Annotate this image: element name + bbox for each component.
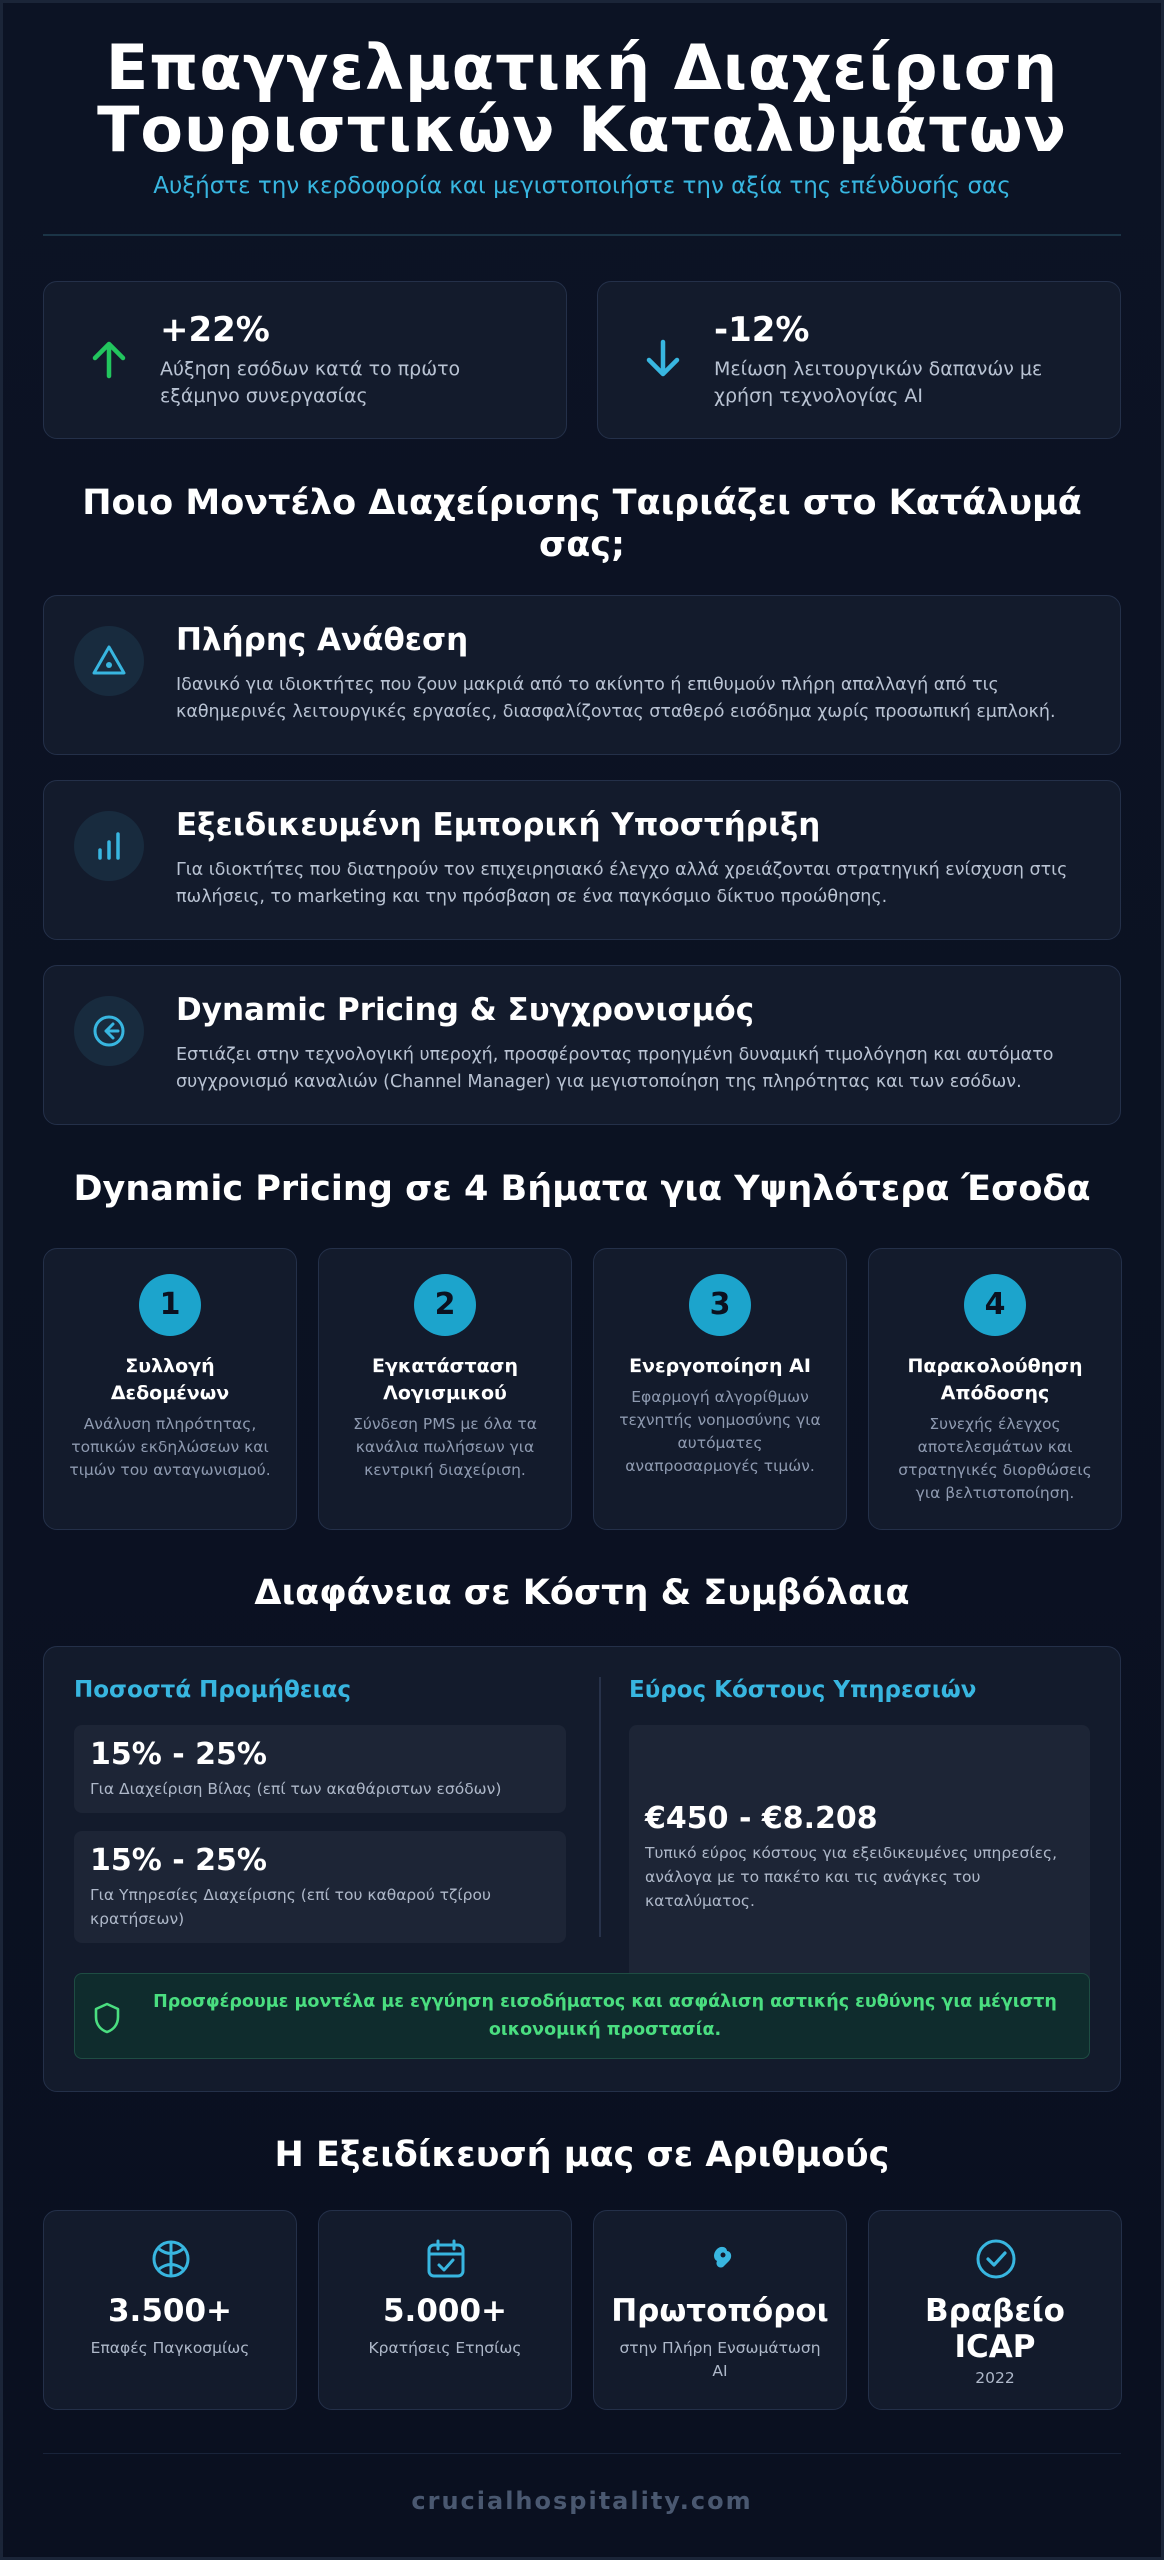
stat-card-revenue — [43, 281, 567, 439]
model-title: Dynamic Pricing & Συγχρονισμός — [176, 992, 755, 1028]
step-number: 1 — [139, 1274, 201, 1336]
number-label: Επαφές Παγκοσμίως — [90, 2339, 250, 2357]
step-desc-line: αποτελεσμάτων και — [917, 1438, 1073, 1456]
page-title-line1: Επαγγελματική Διαχείριση — [105, 31, 1059, 104]
page-subtitle: Αυξήστε την κερδοφορία και μεγιστοποιήστε την αξία της επένδυσής σας — [153, 173, 1011, 199]
step-desc-line: για βελτιστοποίηση. — [915, 1484, 1075, 1502]
service-cost-note-line: Τυπικό εύρος κόστους για εξειδικευμένες υπηρεσίες, — [645, 1844, 1058, 1862]
number-value: 3.500+ — [107, 2293, 233, 2329]
bar-chart-icon — [74, 811, 144, 881]
model-description: Εστιάζει στην τεχνολογική υπεροχή, προσφέροντας προηγμένη δυναμική τιμολόγηση και αυτόματο συγχρονισμό καναλιών (Channel Manager) για μεγιστοποίηση της πληρότητας και των εσόδων. — [176, 1045, 1054, 1092]
step-card — [318, 1248, 572, 1530]
guarantee-text — [145, 1988, 1065, 2044]
stat-description: Αύξηση εσόδων κατά το πρώτο εξάμηνο συνεργασίας — [160, 358, 461, 407]
service-cost-note-line: ανάλογα με το πακέτο και τις ανάγκες του — [645, 1868, 981, 1886]
page-title-line2: Τουριστικών Καταλυμάτων — [97, 93, 1067, 166]
footer-website-link[interactable]: crucialhospitality.com — [411, 2487, 753, 2515]
steps-section-title: Dynamic Pricing σε 4 Βήματα για Υψηλότερα Έσοδα — [73, 1169, 1091, 1209]
step-card — [593, 1248, 847, 1530]
step-title-line: Λογισμικού — [383, 1382, 507, 1404]
number-label — [604, 2337, 836, 2383]
step-card — [43, 1248, 297, 1530]
models-section-title: Ποιο Μοντέλο Διαχείρισης Ταιριάζει στο Κατάλυμά σας; — [82, 483, 1082, 565]
service-cost-note-line: καταλύματος. — [645, 1892, 755, 1910]
number-label-line: AI — [712, 2362, 728, 2380]
model-card-commercial — [43, 780, 1121, 940]
model-title: Πλήρης Ανάθεση — [176, 622, 469, 658]
step-title — [329, 1353, 561, 1407]
step-title-line: Συλλογή — [125, 1355, 215, 1377]
number-card — [43, 2210, 297, 2410]
globe-network-icon — [149, 2237, 193, 2281]
step-desc-line: τοπικών εκδηλώσεων και — [71, 1438, 269, 1456]
commission-value: 15% - 25% — [90, 1737, 267, 1772]
numbers-section-title: Η Εξειδίκευσή μας σε Αριθμούς — [274, 2135, 890, 2175]
step-title — [879, 1353, 1111, 1407]
commission-heading: Ποσοστά Προμήθειας — [74, 1677, 351, 1703]
step-description — [883, 1413, 1107, 1505]
header-divider — [43, 234, 1121, 236]
costs-panel — [43, 1646, 1121, 2092]
step-title-line: Δεδομένων — [110, 1382, 230, 1404]
step-desc-line: κανάλια πωλήσεων για — [355, 1438, 535, 1456]
page-title — [3, 31, 1161, 166]
number-label: Κρατήσεις Ετησίως — [368, 2339, 522, 2357]
step-desc-line: τιμών του ανταγωνισμού. — [69, 1461, 271, 1479]
arrow-down-icon — [638, 334, 688, 384]
commission-note — [90, 1883, 491, 1931]
footer-divider — [43, 2453, 1121, 2454]
rocket-icon — [699, 2237, 743, 2281]
step-desc-line: Ανάλυση πληρότητας, — [83, 1415, 257, 1433]
step-title-line: Εγκατάσταση — [372, 1355, 518, 1377]
model-title: Εξειδικευμένη Εμπορική Υποστήριξη — [176, 807, 821, 843]
guarantee-banner — [74, 1973, 1090, 2059]
step-desc-line: Συνεχής έλεγχος — [929, 1415, 1061, 1433]
step-card — [868, 1248, 1122, 1530]
commission-note-line: κρατήσεων) — [90, 1910, 185, 1928]
step-title-line: Παρακολούθηση — [907, 1355, 1083, 1377]
model-card-full — [43, 595, 1121, 755]
step-number: 4 — [964, 1274, 1026, 1336]
commission-note: Για Διαχείριση Βίλας (επί των ακαθάριστων εσόδων) — [90, 1780, 502, 1798]
step-title — [54, 1353, 286, 1407]
model-description: Ιδανικό για ιδιοκτήτες που ζουν μακριά από το ακίνητο ή επιθυμούν πλήρη απαλλαγή από τις καθημερινές λειτουργικές εργασίες, διασφαλίζοντας σταθερό εισόδημα χωρίς προσωπική εμπλοκή. — [176, 675, 1056, 722]
service-cost-note — [645, 1841, 1057, 1913]
stat-value: +22% — [160, 310, 270, 350]
service-cost-value: €450 - €8.208 — [645, 1801, 878, 1836]
step-number: 3 — [689, 1274, 751, 1336]
triangle-alert-icon — [74, 626, 144, 696]
stat-value: -12% — [714, 310, 810, 350]
column-divider — [599, 1677, 601, 1937]
service-cost-heading: Εύρος Κόστους Υπηρεσιών — [629, 1677, 977, 1703]
commission-item — [74, 1725, 566, 1813]
step-desc-line: Σύνδεση PMS με όλα τα — [353, 1415, 537, 1433]
step-number: 2 — [414, 1274, 476, 1336]
commission-note-line: Για Υπηρεσίες Διαχείρισης (επί του καθαρού τζίρου — [90, 1886, 491, 1904]
commission-item — [74, 1831, 566, 1943]
stat-card-costs — [597, 281, 1121, 439]
model-card-pricing — [43, 965, 1121, 1125]
costs-section-title: Διαφάνεια σε Κόστη & Συμβόλαια — [254, 1573, 910, 1613]
number-value: 5.000+ — [382, 2293, 508, 2329]
guarantee-text-line: οικονομική προστασία. — [488, 2020, 722, 2040]
step-title-line: Απόδοσης — [940, 1382, 1050, 1404]
service-cost-item — [629, 1725, 1090, 1987]
step-description — [608, 1386, 832, 1478]
step-desc-line: κεντρική διαχείριση. — [364, 1461, 526, 1479]
step-desc-line: αναπροσαρμογές τιμών. — [625, 1457, 815, 1475]
model-description: Για ιδιοκτήτες που διατηρούν τον επιχειρησιακό έλεγχο αλλά χρειάζονται στρατηγική ενίσχυση στις πωλήσεις, το marketing και την πρόσβαση σε ένα παγκόσμιο δίκτυο προώθησης. — [176, 860, 1068, 907]
commission-value: 15% - 25% — [90, 1843, 267, 1878]
number-value: Πρωτοπόροι — [611, 2293, 829, 2329]
step-title-line: Ενεργοποίηση AI — [629, 1355, 811, 1377]
award-check-icon — [974, 2237, 1018, 2281]
circle-arrow-icon — [74, 996, 144, 1066]
number-label: 2022 — [975, 2369, 1015, 2387]
step-desc-line: στρατηγικές διορθώσεις — [898, 1461, 1092, 1479]
number-value — [869, 2293, 1121, 2365]
step-desc-line: τεχνητής νοημοσύνης για — [619, 1411, 821, 1429]
number-value-line: Βραβείο — [925, 2293, 1065, 2329]
shield-icon — [93, 2002, 121, 2034]
number-label-line: στην Πλήρη Ενσωμάτωση — [619, 2339, 821, 2357]
number-card — [868, 2210, 1122, 2410]
step-desc-line: αυτόματες — [677, 1434, 763, 1452]
step-description — [58, 1413, 282, 1482]
arrow-up-icon — [84, 334, 134, 384]
calendar-check-icon — [424, 2237, 468, 2281]
stat-description: Μείωση λειτουργικών δαπανών με χρήση τεχνολογίας AI — [714, 358, 1043, 407]
step-description — [333, 1413, 557, 1482]
number-card — [318, 2210, 572, 2410]
step-desc-line: Εφαρμογή αλγορίθμων — [631, 1388, 809, 1406]
guarantee-text-line: Προσφέρουμε μοντέλα με εγγύηση εισοδήματος και ασφάλιση αστικής ευθύνης για μέγιστη — [153, 1992, 1057, 2012]
number-card — [593, 2210, 847, 2410]
number-value-line: ICAP — [954, 2329, 1036, 2365]
step-title — [604, 1353, 836, 1380]
